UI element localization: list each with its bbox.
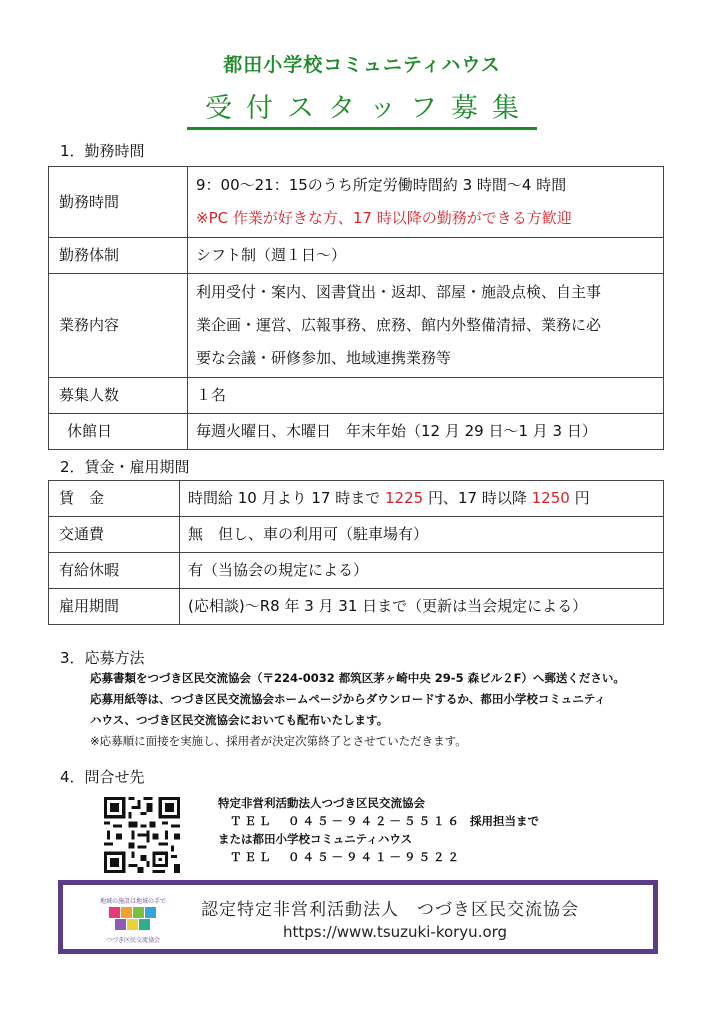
contact-info: [218, 794, 539, 866]
row-label: 交通費: [49, 517, 180, 553]
org-name: 都田小学校コミュニティハウス: [223, 54, 501, 76]
section-heading-contact: 4．問合せ先: [60, 768, 145, 786]
row-label: 勤務体制: [49, 238, 188, 274]
work-hours-table: [48, 166, 664, 450]
row-label: 休館日: [49, 414, 188, 450]
page-title-text: 受付スタッフ募集: [187, 86, 537, 130]
duties-line: 要な会議・研修参加、地域連携業務等: [196, 349, 452, 367]
section-heading-application: 3．応募方法: [60, 649, 145, 667]
contact-tel-2: ＴＥＬ ０４５－９４１－９５２２: [230, 850, 462, 864]
section-heading-wages: 2．賃金・雇用期間: [60, 458, 190, 476]
table-row: [49, 167, 664, 238]
contact-org-1: 特定非営利活動法人つづき区民交流協会: [218, 796, 425, 810]
table-row: [49, 517, 664, 553]
duties-line: 利用受付・案内、図書貸出・返却、部屋・施設点検、自主事: [196, 283, 602, 301]
row-value: 毎週火曜日、木曜日 年末年始（12 月 29 日～1 月 3 日）: [188, 414, 664, 450]
row-value: [188, 167, 664, 238]
contact-org-2: または都田小学校コミュニティハウス: [218, 832, 413, 846]
footer-banner: [58, 880, 658, 954]
wage-amount-before-17: 1225: [385, 489, 424, 507]
table-row: [49, 238, 664, 274]
page-title: [0, 86, 724, 130]
row-value: [188, 274, 664, 378]
table-row: [49, 274, 664, 378]
contact-tel-1: ＴＥＬ ０４５－９４２－５５１６: [230, 814, 462, 828]
table-row: [49, 553, 664, 589]
row-label: 業務内容: [49, 274, 188, 378]
table-row: [49, 378, 664, 414]
work-hours-text: 9：00～21：15のうち所定労働時間約 3 時間～4 時間: [196, 176, 567, 194]
application-line: ハウス、つづき区民交流協会においても配布いたします。: [90, 713, 389, 727]
association-logo-icon: [93, 891, 173, 949]
row-label: 雇用期間: [49, 589, 180, 625]
row-value: 有（当協会の規定による）: [180, 553, 664, 589]
wage-text: 円: [569, 489, 590, 507]
hiring-contact-label: 採用担当まで: [470, 814, 539, 828]
section-heading-work-hours: 1．勤務時間: [60, 142, 145, 160]
duties-line: 業企画・運営、広報事務、庶務、館内外整備清掃、業務に必: [196, 316, 602, 334]
footer-url-link[interactable]: https://www.tsuzuki-koryu.org: [283, 923, 508, 941]
row-value: [180, 481, 664, 517]
application-note: ※応募順に面接を実施し、採用者が決定次第終了とさせていただきます。: [90, 734, 467, 748]
wages-table: [48, 480, 664, 625]
row-label: 有給休暇: [49, 553, 180, 589]
table-row: [49, 481, 664, 517]
work-hours-note: ※PC 作業が好きな方、17 時以降の勤務ができる方歓迎: [196, 209, 572, 227]
footer-org-name: 認定特定非営利活動法人 つづき区民交流協会: [201, 900, 579, 920]
logo-slogan: 地域の施設は地域の手で: [99, 898, 167, 905]
row-value: シフト制（週１日～）: [188, 238, 664, 274]
wage-text: 円、17 時以降: [423, 489, 532, 507]
application-line: 応募書類をつづき区民交流協会（〒224-0032 都筑区茅ヶ崎中央 29-5 森ビル２F）へ郵送ください。: [90, 671, 625, 685]
row-label: 勤務時間: [49, 167, 188, 238]
wage-text: 時間給 10 月より 17 時まで: [188, 489, 386, 507]
row-label: 賃 金: [49, 481, 180, 517]
row-value: １名: [188, 378, 664, 414]
row-value: (応相談)～R8 年 3 月 31 日まで（更新は当会規定による）: [180, 589, 664, 625]
table-row: [49, 414, 664, 450]
logo-org-name: つづき区民交流協会: [105, 937, 161, 944]
application-line: 応募用紙等は、つづき区民交流協会ホームページからダウンロードするか、都田小学校コミュニティ: [90, 692, 606, 706]
row-value: 無 但し、車の利用可（駐車場有）: [180, 517, 664, 553]
row-label: 募集人数: [49, 378, 188, 414]
table-row: [49, 589, 664, 625]
application-instructions: [90, 668, 690, 752]
wage-amount-after-17: 1250: [531, 489, 570, 507]
qr-code-icon[interactable]: [104, 797, 180, 873]
